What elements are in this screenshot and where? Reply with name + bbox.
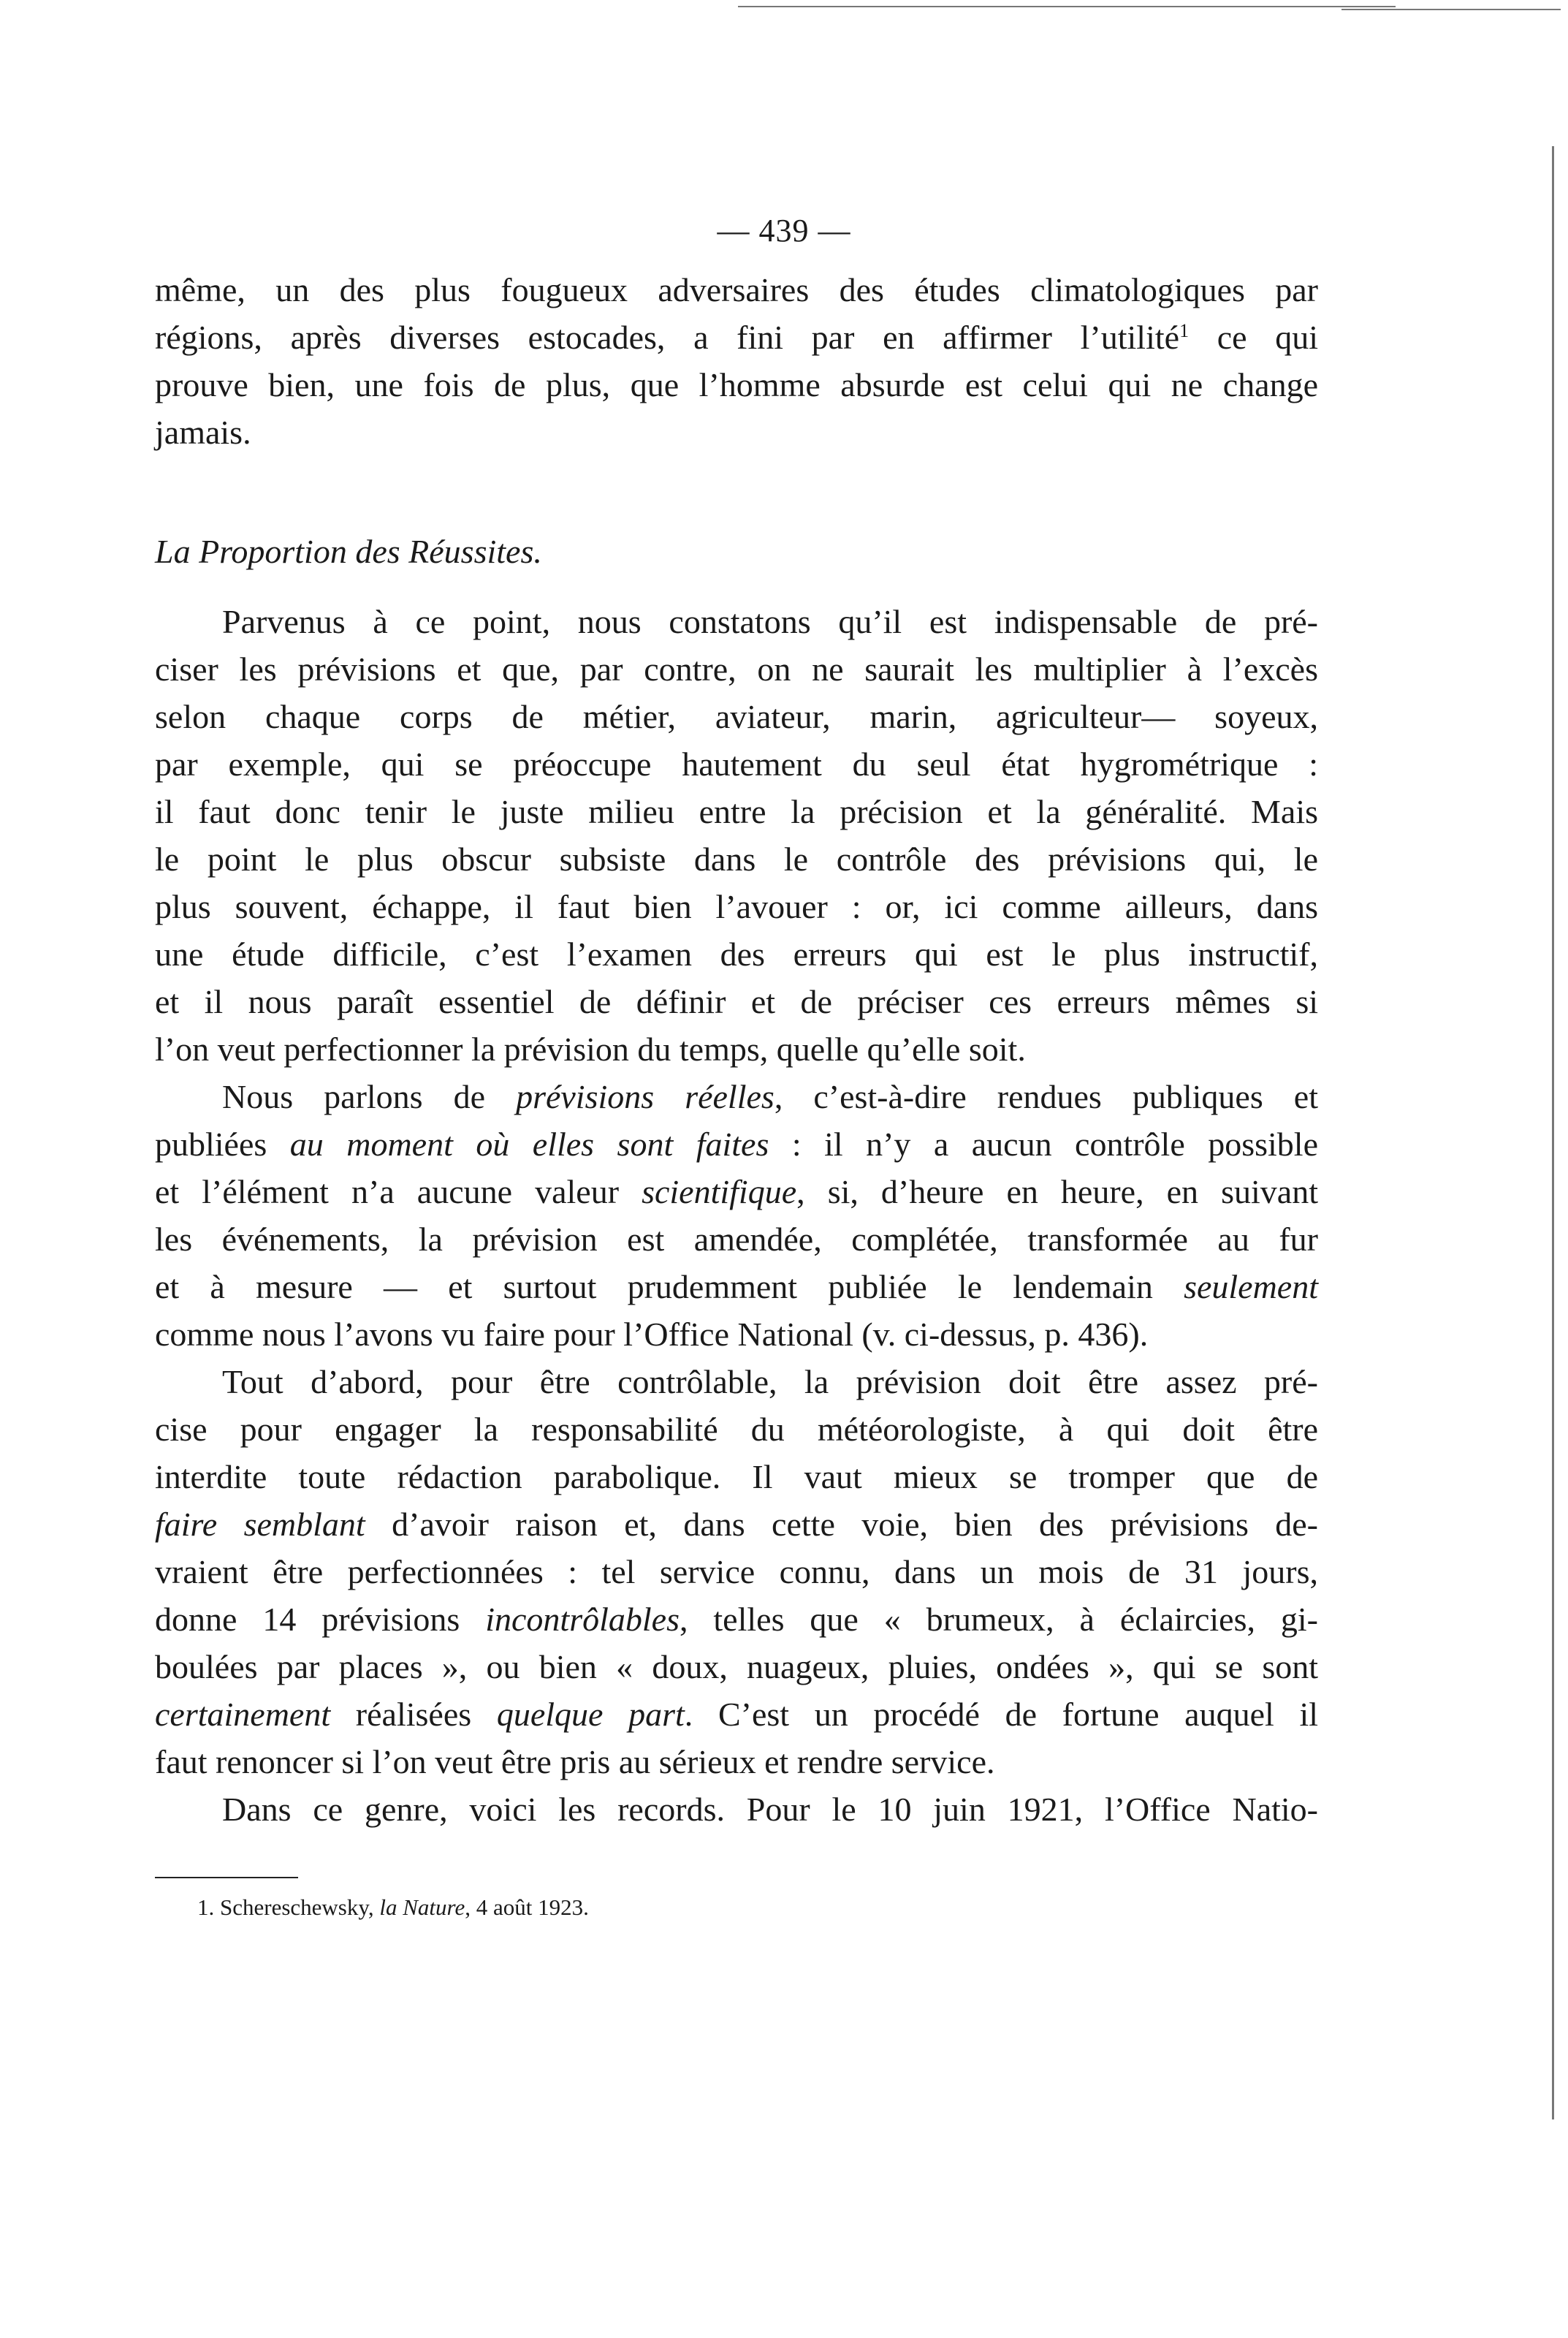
text-segment: publiées bbox=[155, 1126, 290, 1163]
emphasis: certainement bbox=[155, 1696, 331, 1733]
footnote bbox=[197, 1891, 589, 1924]
text-line bbox=[155, 314, 1318, 361]
paragraph bbox=[155, 598, 1318, 1833]
text-line: il faut donc tenir le juste milieu entre la précision et la généralité. Mais bbox=[155, 793, 1318, 830]
text-segment: Nous parlons de bbox=[222, 1078, 517, 1115]
emphasis: prévisions réelles bbox=[516, 1078, 775, 1115]
text-segment: et à mesure — et surtout prudemment publiée le lendemain bbox=[155, 1268, 1184, 1305]
text-segment: , si, d’heure en heure, en suivant bbox=[796, 1173, 1318, 1210]
text-line: vraient être perfectionnées : tel service connu, dans un mois de 31 jours, bbox=[155, 1553, 1318, 1590]
text-line: plus souvent, échappe, il faut bien l’avouer : or, ici comme ailleurs, dans bbox=[155, 888, 1318, 925]
text-segment: , telles que « brumeux, à éclaircies, gi- bbox=[680, 1601, 1319, 1638]
text-line: l’on veut perfectionner la prévision du temps, quelle qu’elle soit. bbox=[155, 1031, 1026, 1068]
text-line bbox=[155, 1120, 1318, 1168]
text-line: Dans ce genre, voici les records. Pour le 10 juin 1921, l’Office Natio- bbox=[222, 1791, 1318, 1828]
text-line: même, un des plus fougueux adversaires des études climatologiques par bbox=[155, 271, 1318, 308]
text-line: comme nous l’avons vu faire pour l’Office National (v. ci-dessus, p. 436). bbox=[155, 1316, 1149, 1353]
text-line bbox=[155, 1073, 1318, 1120]
text-line: cise pour engager la responsabilité du météorologiste, à qui doit être bbox=[155, 1411, 1318, 1448]
text-line: faut renoncer si l’on veut être pris au sérieux et rendre service. bbox=[155, 1743, 995, 1780]
footnote-source: la Nature bbox=[379, 1894, 465, 1920]
page-number: — 439 — bbox=[717, 213, 851, 248]
footnote-rule bbox=[155, 1877, 298, 1878]
text-line: interdite toute rédaction parabolique. Il vaut mieux se tromper que de bbox=[155, 1458, 1318, 1495]
text-line bbox=[155, 1690, 1318, 1738]
paragraph-continuation bbox=[155, 266, 1318, 456]
text-segment: réalisées bbox=[330, 1696, 497, 1733]
text-segment: donne 14 prévisions bbox=[155, 1601, 486, 1638]
text-line: selon chaque corps de métier, aviateur, marin, agriculteur— soyeux, bbox=[155, 698, 1318, 735]
text-line: prouve bien, une fois de plus, que l’homme absurde est celui qui ne change bbox=[155, 366, 1318, 403]
text-line: Parvenus à ce point, nous constatons qu’il est indispensable de pré- bbox=[222, 603, 1318, 640]
text-line bbox=[155, 1263, 1318, 1310]
emphasis: seulement bbox=[1184, 1268, 1318, 1305]
text-line: jamais. bbox=[155, 414, 251, 451]
text-segment: ce qui bbox=[1189, 319, 1318, 356]
text-segment: et l’élément n’a aucune valeur bbox=[155, 1173, 642, 1210]
text-line: une étude difficile, c’est l’examen des erreurs qui est le plus instructif, bbox=[155, 935, 1318, 973]
footnote-number: 1. bbox=[197, 1894, 215, 1920]
emphasis: au moment où elles sont faites bbox=[289, 1126, 769, 1163]
footnote-author: Schereschewsky, bbox=[214, 1894, 380, 1920]
text-line: ciser les prévisions et que, par contre, on ne saurait les multiplier à l’excès bbox=[155, 650, 1318, 688]
scan-edge-right bbox=[1552, 146, 1554, 2119]
text-line: et il nous paraît essentiel de définir et de préciser ces erreurs mêmes si bbox=[155, 983, 1318, 1020]
text-line: boulées par places », ou bien « doux, nuageux, pluies, ondées », qui se sont bbox=[155, 1648, 1318, 1685]
scan-edge-top-right bbox=[1341, 9, 1561, 10]
footnote-reference: 1 bbox=[1179, 320, 1190, 341]
text-line bbox=[155, 1168, 1318, 1215]
text-segment: , c’est-à-dire rendues publiques et bbox=[774, 1078, 1318, 1115]
text-line: les événements, la prévision est amendée, complétée, transformée au fur bbox=[155, 1221, 1318, 1258]
text-line bbox=[155, 1595, 1318, 1643]
emphasis: incontrôlables bbox=[485, 1601, 680, 1638]
scan-edge-top bbox=[738, 6, 1396, 7]
text-segment: d’avoir raison et, dans cette voie, bien des prévisions de- bbox=[365, 1506, 1319, 1543]
text-segment: : il n’y a aucun contrôle possible bbox=[769, 1126, 1319, 1163]
section-heading: La Proportion des Réussites. bbox=[155, 533, 542, 570]
text-line: par exemple, qui se préoccupe hautement du seul état hygrométrique : bbox=[155, 745, 1318, 783]
emphasis: faire semblant bbox=[155, 1506, 365, 1543]
text-line: le point le plus obscur subsiste dans le contrôle des prévisions qui, le bbox=[155, 840, 1318, 878]
text-segment: . C’est un procédé de fortune auquel il bbox=[684, 1696, 1319, 1733]
emphasis: scientifique bbox=[642, 1173, 797, 1210]
emphasis: quelque part bbox=[496, 1696, 685, 1733]
footnote-date: , 4 août 1923. bbox=[465, 1894, 589, 1920]
text-line bbox=[155, 1500, 1318, 1548]
text-line: Tout d’abord, pour être contrôlable, la prévision doit être assez pré- bbox=[222, 1363, 1318, 1400]
text-segment: régions, après diverses estocades, a fini par en affirmer l’utilité bbox=[155, 319, 1180, 356]
